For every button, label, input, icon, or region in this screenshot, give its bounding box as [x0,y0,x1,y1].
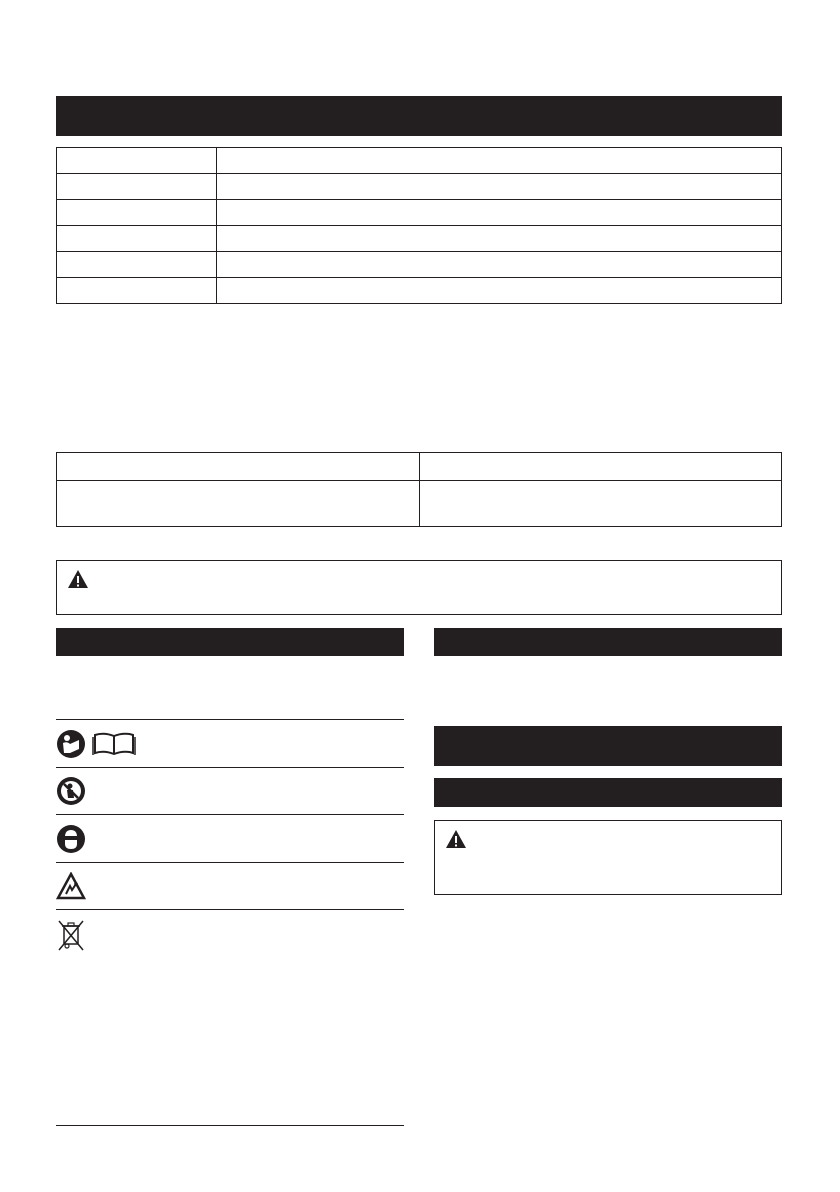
table-row [57,200,782,226]
table-cell [57,481,420,527]
spec-section-header [56,96,782,136]
spec-label [57,226,217,252]
symbol-row-eye-protection [56,814,404,862]
table-cell [420,481,782,527]
right-column-header [434,628,782,656]
spec-value [217,200,782,226]
right-section-header [434,726,782,766]
left-column-bottom-rule [56,1125,404,1126]
symbol-row-read-manual [56,719,404,767]
table-row [57,174,782,200]
spec-label [57,148,217,174]
spec-value [217,226,782,252]
table-row [57,148,782,174]
spec-value [217,252,782,278]
no-bystanders-icon [56,776,86,806]
symbol-row-no-bystanders [56,767,404,814]
symbol-row-flying-debris [56,862,404,909]
read-manual-icon [56,729,86,759]
symbol-row-weee [56,909,404,1125]
left-column-header [56,628,404,656]
right-warning-box [434,820,782,895]
spec-label [57,200,217,226]
flying-debris-icon [56,872,86,900]
warning-triangle-icon [67,569,89,589]
table-row [57,252,782,278]
spec-value [217,148,782,174]
manual-book-icon [92,731,136,757]
spec-table [56,147,782,304]
wear-eye-protection-icon [56,824,86,854]
weee-bin-icon [56,918,86,954]
spec-value [217,278,782,304]
table-row [57,278,782,304]
table-header-cell [420,453,782,481]
right-sub-header [434,778,782,807]
table-row [57,481,782,527]
spec-label [57,278,217,304]
spec-label [57,174,217,200]
table-header-cell [57,453,420,481]
second-table [56,452,782,527]
spec-label [57,252,217,278]
warning-box [56,560,782,615]
warning-triangle-icon [445,829,467,849]
spec-value [217,174,782,200]
table-row [57,226,782,252]
table-header-row [57,453,782,481]
